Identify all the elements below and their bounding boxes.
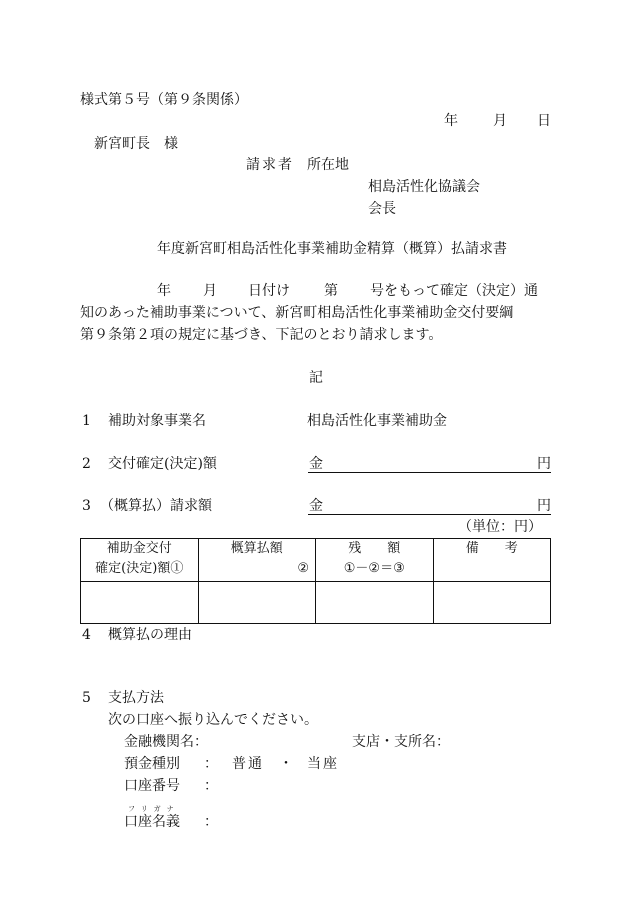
body-number-prefix: 第 <box>324 283 338 299</box>
item3-number: 3 <box>82 498 91 514</box>
item2-amount-line <box>308 456 551 473</box>
item2-yen-suffix: 円 <box>537 456 551 472</box>
addressee: 新宮町長 様 <box>94 136 178 152</box>
body-line1-rest: 号をもって確定（決定）通 <box>370 283 538 299</box>
col3-line2: ①－②＝③ <box>343 561 405 576</box>
unit-label: （単位：円） <box>458 519 542 535</box>
account-name-colon: ： <box>204 814 218 830</box>
amount-breakdown-table <box>80 538 551 624</box>
item3-label: （概算払）請求額 <box>100 498 212 514</box>
transfer-instruction: 次の口座へ振り込んでください。 <box>108 712 318 728</box>
account-type-colon: ： <box>204 756 218 772</box>
item3-yen-suffix: 円 <box>537 498 551 514</box>
body-month: 月 <box>203 283 217 299</box>
table-header-row <box>81 539 551 582</box>
address-label: 所在地 <box>307 157 349 173</box>
account-name-label: 口座名義 <box>124 814 180 830</box>
col4-line1: 備 考 <box>465 541 518 556</box>
claimant-label: 請求者 <box>246 157 294 173</box>
document-title: 年度新宮町相島活性化事業補助金精算（概算）払請求書 <box>157 241 507 257</box>
account-type-separator: ・ <box>279 756 293 772</box>
body-year: 年 <box>157 283 171 299</box>
item3-amount-line <box>308 498 551 515</box>
date-month: 月 <box>493 113 507 129</box>
col-balance <box>316 539 434 582</box>
account-number-colon: ： <box>204 778 218 794</box>
account-type-current: 当座 <box>307 756 339 772</box>
item2-label: 交付確定(決定)額 <box>108 456 217 472</box>
date-day: 日 <box>537 113 551 129</box>
date-year: 年 <box>444 113 458 129</box>
col-remarks <box>433 539 551 582</box>
table-row <box>81 582 551 624</box>
ki-heading: 記 <box>309 370 323 386</box>
form-number: 様式第５号（第９条関係） <box>80 92 248 108</box>
body-dated: 日付け <box>248 283 290 299</box>
representative-title: 会長 <box>368 201 396 217</box>
bank-name-label: 金融機関名： <box>124 734 208 750</box>
account-type-label: 預金種別 <box>124 756 180 772</box>
account-number-label: 口座番号 <box>124 778 180 794</box>
col3-line1: 残 額 <box>348 541 401 556</box>
account-type-ordinary: 普通 <box>232 756 264 772</box>
furigana-ruby: フリガナ <box>128 805 180 813</box>
col-confirmed-amount <box>81 539 199 582</box>
item2-number: 2 <box>82 456 91 472</box>
item1-number: 1 <box>82 413 91 429</box>
section5-number: 5 <box>82 690 91 706</box>
col1-line2: 確定(決定)額① <box>95 561 184 576</box>
col1-line1: 補助金交付 <box>106 541 172 556</box>
cell-confirmed-amount[interactable] <box>81 582 199 624</box>
section4-number: 4 <box>82 627 91 643</box>
branch-name-label: 支店・支所名： <box>352 734 450 750</box>
section4-label: 概算払の理由 <box>108 627 192 643</box>
item2-yen-prefix: 金 <box>309 456 323 472</box>
col-advance-amount <box>198 539 316 582</box>
item1-value: 相島活性化事業補助金 <box>307 413 447 429</box>
organization-name: 相島活性化協議会 <box>368 179 480 195</box>
col2-line2: ② <box>297 561 309 576</box>
col2-line1: 概算払額 <box>230 541 283 556</box>
cell-advance-amount[interactable] <box>198 582 316 624</box>
section5-label: 支払方法 <box>108 690 164 706</box>
body-line3: 第９条第２項の規定に基づき、下記のとおり請求します。 <box>80 327 443 343</box>
item1-label: 補助対象事業名 <box>108 413 206 429</box>
cell-balance[interactable] <box>316 582 434 624</box>
cell-remarks[interactable] <box>433 582 551 624</box>
item3-yen-prefix: 金 <box>309 498 323 514</box>
body-line2: 知のあった補助事業について、新宮町相島活性化事業補助金交付要綱 <box>80 305 514 321</box>
